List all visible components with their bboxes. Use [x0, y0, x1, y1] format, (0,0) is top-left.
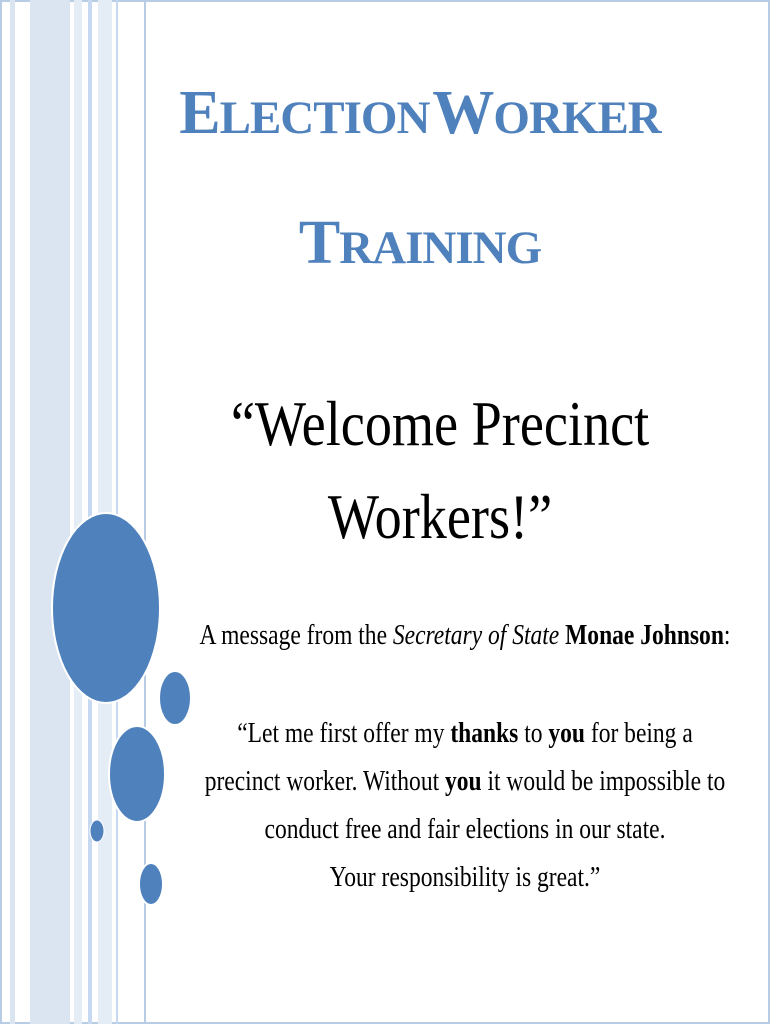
welcome-line-2: Workers!” — [327, 482, 553, 552]
quote-line: conduct free and fair elections in our state. — [264, 814, 666, 845]
stripe — [88, 0, 92, 1024]
name-text: Monae Johnson — [565, 620, 724, 651]
stripe — [74, 0, 82, 1024]
quote-line: precinct worker. Without you it would be impossible to — [204, 766, 726, 797]
page-title-line-1: ELECTION WORKER — [179, 79, 661, 147]
stripe — [10, 0, 15, 1024]
large-circle — [52, 513, 160, 703]
welcome-line-1: “Welcome Precinct — [230, 389, 650, 459]
stripe — [116, 0, 118, 1024]
welcome-heading — [216, 378, 663, 564]
stripe — [98, 0, 112, 1024]
role-text: Secretary of State — [392, 620, 560, 651]
page-title-line-2: TRAINING — [298, 209, 542, 277]
tiny-circle — [90, 820, 104, 842]
medium-circle — [109, 726, 165, 822]
quote-block — [175, 710, 755, 902]
message-attribution: A message from the Secretary of State Monae Johnson: — [199, 620, 731, 651]
stripe — [30, 0, 70, 1024]
quote-line: Your responsibility is great.” — [329, 862, 601, 893]
small-circle — [139, 863, 163, 905]
quote-line: “Let me first offer my thanks to you for being a — [237, 718, 693, 749]
